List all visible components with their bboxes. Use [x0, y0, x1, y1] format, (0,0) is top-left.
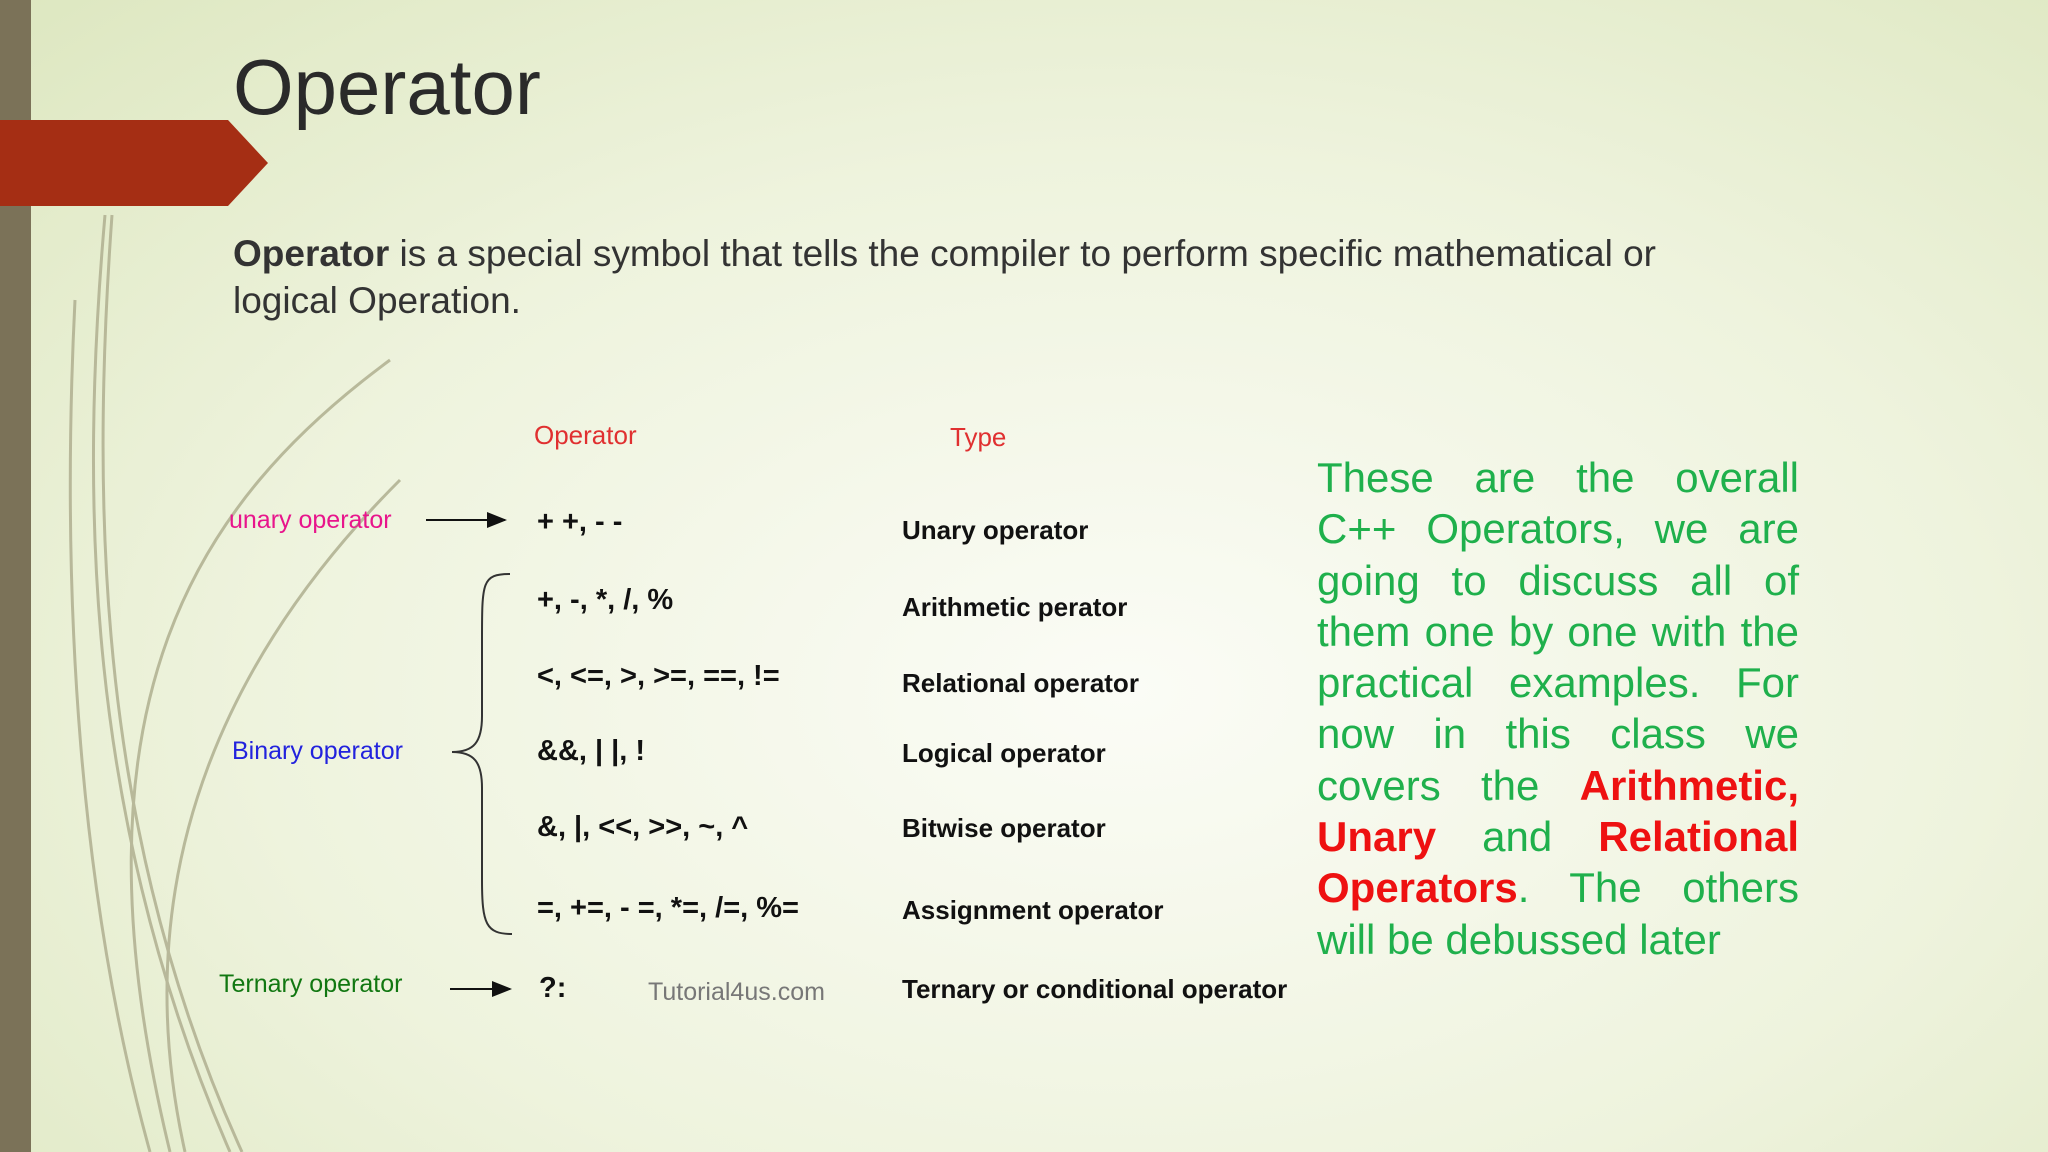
symbols-row-logical: &&, | |, !	[537, 735, 646, 767]
definition-term: Operator	[233, 233, 390, 274]
type-row-logical: Logical operator	[902, 738, 1106, 768]
type-row-ternary: Ternary or conditional operator	[902, 974, 1288, 1004]
note-text-1: These are the overall C++ Operators, we are going to discuss all of them one by one with the practical examples. For now in this class we covers the	[1317, 454, 1799, 809]
note-highlight-1: Arithmetic, Unary	[1317, 761, 1799, 861]
column-header-operator: Operator	[534, 420, 637, 450]
symbols-row-ternary: ?:	[539, 972, 567, 1004]
note-highlight-2: Relational Operators	[1317, 813, 1799, 912]
column-header-type: Type	[950, 422, 1007, 452]
type-row-relational: Relational operator	[902, 668, 1139, 698]
type-row-assignment: Assignment operator	[902, 895, 1164, 925]
type-row-arithmetic: Arithmetic perator	[902, 592, 1128, 622]
watermark: Tutorial4us.com	[648, 978, 825, 1006]
note-text-3: . The others will be debussed later	[1317, 864, 1799, 963]
category-ternary: Ternary operator	[219, 970, 403, 998]
symbols-row-relational: <, <=, >, >=, ==, !=	[537, 660, 780, 692]
symbols-row-bitwise: &, |, <<, >>, ~, ^	[537, 811, 749, 843]
symbols-row-assignment: =, +=, - =, *=, /=, %=	[537, 892, 799, 924]
category-unary: unary operator	[229, 506, 392, 534]
definition-text: is a special symbol that tells the compiler to perform specific mathematical or logical Operation.	[233, 233, 1656, 321]
symbols-row-unary: + +, - -	[537, 506, 623, 538]
type-row-unary: Unary operator	[902, 515, 1089, 545]
type-row-bitwise: Bitwise operator	[902, 813, 1106, 843]
note-text-2: and	[1436, 813, 1599, 861]
category-binary: Binary operator	[232, 737, 403, 765]
symbols-row-arithmetic: +, -, *, /, %	[537, 584, 674, 616]
binary-brace	[452, 574, 512, 934]
slide-title: Operator	[233, 43, 541, 131]
explanatory-note	[1317, 452, 1799, 965]
